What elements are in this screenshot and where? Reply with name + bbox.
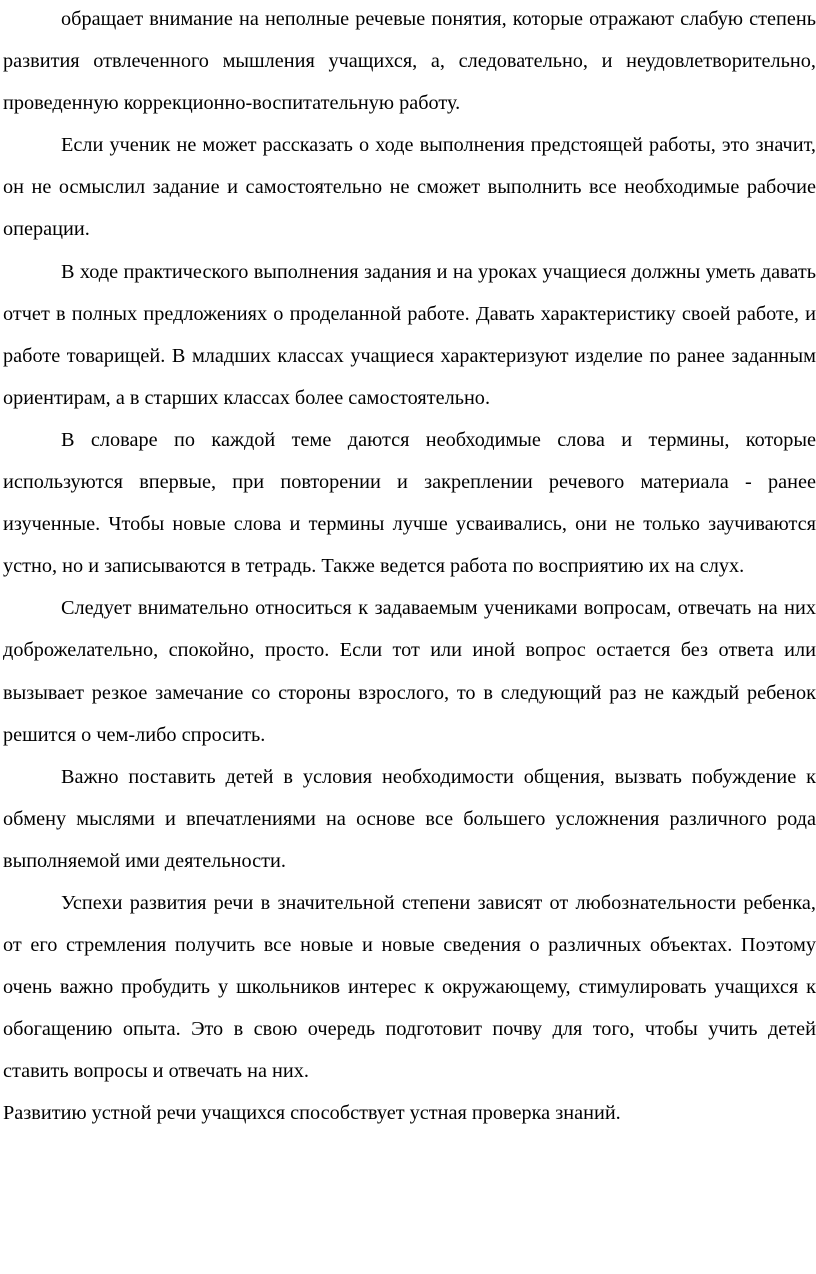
paragraph-communication: Важно поставить детей в условия необходимости общения, вызвать побуждение к обмену мыслями и впечатлениями на основе все большего усложнения различного рода выполняемой ими деятельности. [3, 765, 816, 872]
paragraph-work-report: В ходе практического выполнения задания и на уроках учащиеся должны уметь давать отчет в полных предложениях о проделанной работе. Давать характеристику своей работе, и работе товарищей. В младших классах учащиеся характеризуют изделие по ранее заданным ориентирам, а в старших классах более самостоятельно. [3, 260, 816, 409]
paragraph-continuation: обращает внимание на неполные речевые понятия, которые отражают слабую степень развития отвлеченного мышления учащихся, а, следовательно, и неудовлетворительно, проведенную коррекционно-воспитательную работу. [3, 8, 816, 115]
paragraph-oral-check: Развитию устной речи учащихся способствует устная проверка знаний. [3, 1102, 621, 1125]
paragraph-speech-development: Успехи развития речи в значительной степени зависят от любознательности ребенка, от его стремления получить все новые и новые сведения о различных объектах. Поэтому очень важно пробудить у школьников интерес к окружающему, стимулировать учащихся к обогащению опыта. Это в свою очередь подготовит почву для того, чтобы учить детей ставить вопросы и отвечать на них. [3, 891, 816, 1083]
paragraph-task-explanation: Если ученик не может рассказать о ходе выполнения предстоящей работы, это значит, он не осмыслил задание и самостоятельно не сможет выполнить все необходимые рабочие операции. [3, 134, 816, 241]
paragraph-vocabulary: В словаре по каждой теме даются необходимые слова и термины, которые используются впервые, при повторении и закреплении речевого материала - ранее изученные. Чтобы новые слова и термины лучше усваивались, они не только заучиваются устно, но и записываются в тетрадь. Также ведется работа по восприятию их на слух. [3, 428, 816, 578]
paragraph-student-questions: Следует внимательно относиться к задаваемым учениками вопросам, отвечать на них доброжелательно, спокойно, просто. Если тот или иной вопрос остается без ответа или вызывает резкое замечание со стороны взрослого, то в следующий раз не каждый ребенок решится о чем-либо спросить. [3, 597, 816, 746]
